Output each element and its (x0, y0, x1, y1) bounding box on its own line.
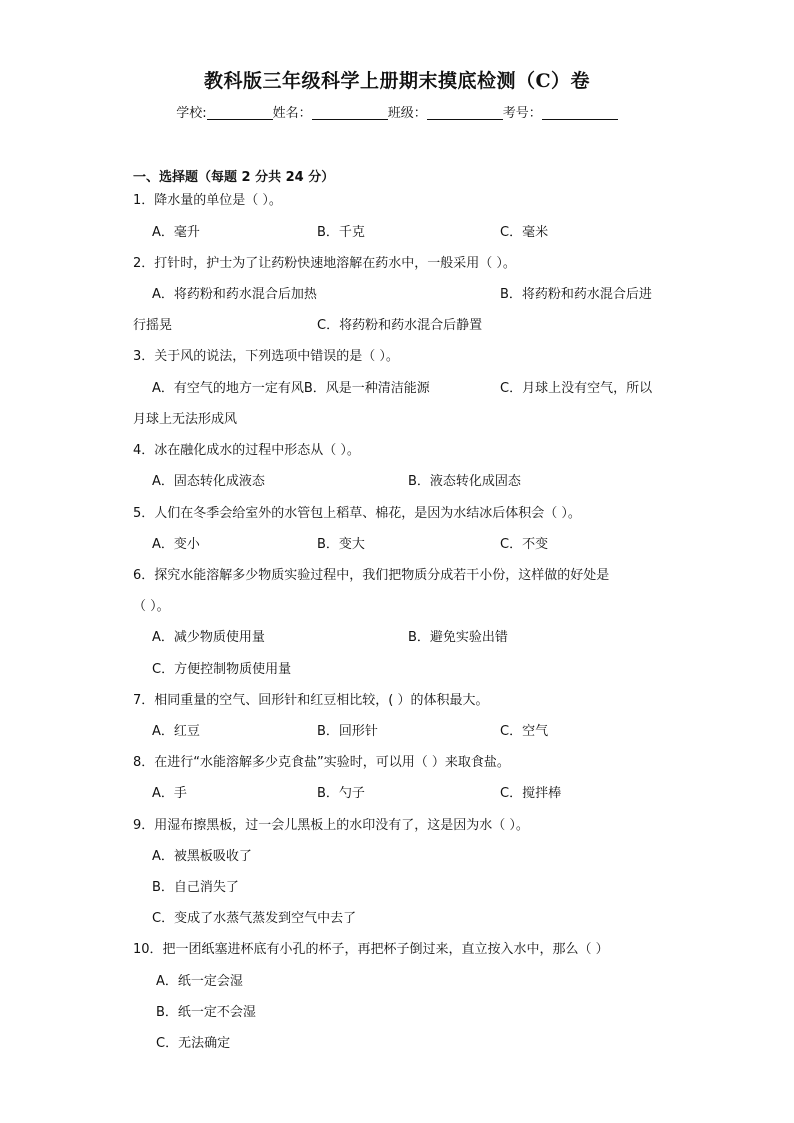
question-1-option-b[interactable]: B．千克 (317, 225, 365, 240)
question-2-option-b-cont[interactable]: 行摇晃 (133, 318, 173, 333)
question-10-option-b[interactable]: B．纸一定不会湿 (156, 1005, 256, 1020)
exam-no-blank[interactable] (542, 105, 618, 120)
question-2-option-c[interactable]: C．将药粉和药水混合后静置 (317, 318, 483, 333)
question-8-option-b[interactable]: B．勺子 (317, 786, 365, 801)
question-6-option-c[interactable]: C．方便控制物质使用量 (152, 662, 292, 677)
question-7-option-b[interactable]: B．回形针 (317, 724, 378, 739)
question-2-option-a[interactable]: A．将药粉和药水混合后加热 (152, 287, 317, 302)
question-5-stem: 5．人们在冬季会给室外的水管包上稻草、棉花，是因为水结冰后体积会（ ）。 (133, 506, 581, 521)
question-6-option-b[interactable]: B．避免实验出错 (408, 630, 508, 645)
question-5-option-c[interactable]: C．不变 (500, 537, 549, 552)
question-1-option-a[interactable]: A．毫升 (152, 225, 200, 240)
name-blank[interactable] (312, 105, 388, 120)
question-5-option-a[interactable]: A．变小 (152, 537, 200, 552)
question-10-option-a[interactable]: A．纸一定会湿 (156, 974, 243, 989)
question-3-option-c-cont[interactable]: 月球上无法形成风 (133, 412, 238, 427)
page-title: 教科版三年级科学上册期末摸底检测（C）卷 (203, 70, 591, 92)
question-3-option-c[interactable]: C．月球上没有空气，所以 (500, 381, 653, 396)
question-1-option-c[interactable]: C．毫米 (500, 225, 549, 240)
class-label: 班级： (387, 106, 427, 121)
question-5-option-b[interactable]: B．变大 (317, 537, 365, 552)
question-9-option-c[interactable]: C．变成了水蒸气蒸发到空气中去了 (152, 911, 357, 926)
question-4-stem: 4．冰在融化成水的过程中形态从（ ）。 (133, 443, 360, 458)
name-label: 姓名： (272, 106, 312, 121)
student-info-line (0, 102, 794, 121)
question-7-option-a[interactable]: A．红豆 (152, 724, 200, 739)
school-blank[interactable] (207, 105, 273, 120)
question-3-stem: 3．关于风的说法，下列选项中错误的是（ ）。 (133, 349, 399, 364)
question-8-option-c[interactable]: C．搅拌棒 (500, 786, 562, 801)
question-8-option-a[interactable]: A．手 (152, 786, 187, 801)
question-6-stem: 6．探究水能溶解多少物质实验过程中，我们把物质分成若干小份，这样做的好处是 (133, 568, 610, 583)
question-1-stem: 1．降水量的单位是（ ）。 (133, 193, 282, 208)
section-heading: 一、选择题（每题 2 分共 24 分） (133, 170, 335, 185)
question-7-option-c[interactable]: C．空气 (500, 724, 549, 739)
exam-no-label: 考号： (502, 106, 542, 121)
school-label: 学校: (176, 106, 207, 121)
question-10-stem: 10．把一团纸塞进杯底有小孔的杯子，再把杯子倒过来，直立按入水中，那么（ ） (133, 942, 609, 957)
question-2-stem: 2．打针时，护士为了让药粉快速地溶解在药水中，一般采用（ ）。 (133, 256, 516, 271)
question-6-stem-cont: （ ）。 (133, 599, 170, 614)
question-2-option-b[interactable]: B．将药粉和药水混合后进 (500, 287, 652, 302)
question-6-option-a[interactable]: A．减少物质使用量 (152, 630, 265, 645)
question-4-option-b[interactable]: B．液态转化成固态 (408, 474, 521, 489)
question-9-option-a[interactable]: A．被黑板吸收了 (152, 849, 252, 864)
question-9-stem: 9．用湿布擦黑板，过一会儿黑板上的水印没有了，这是因为水（ ）。 (133, 818, 529, 833)
question-10-option-c[interactable]: C．无法确定 (156, 1036, 231, 1051)
question-3-option-ab[interactable]: A．有空气的地方一定有风B．风是一种清洁能源 (152, 381, 430, 396)
question-7-stem: 7．相同重量的空气、回形针和红豆相比较，( ）的体积最大。 (133, 693, 489, 708)
class-blank[interactable] (427, 105, 503, 120)
question-9-option-b[interactable]: B．自己消失了 (152, 880, 239, 895)
question-8-stem: 8．在进行“水能溶解多少克食盐”实验时，可以用（ ）来取食盐。 (133, 755, 510, 770)
question-4-option-a[interactable]: A．固态转化成液态 (152, 474, 265, 489)
